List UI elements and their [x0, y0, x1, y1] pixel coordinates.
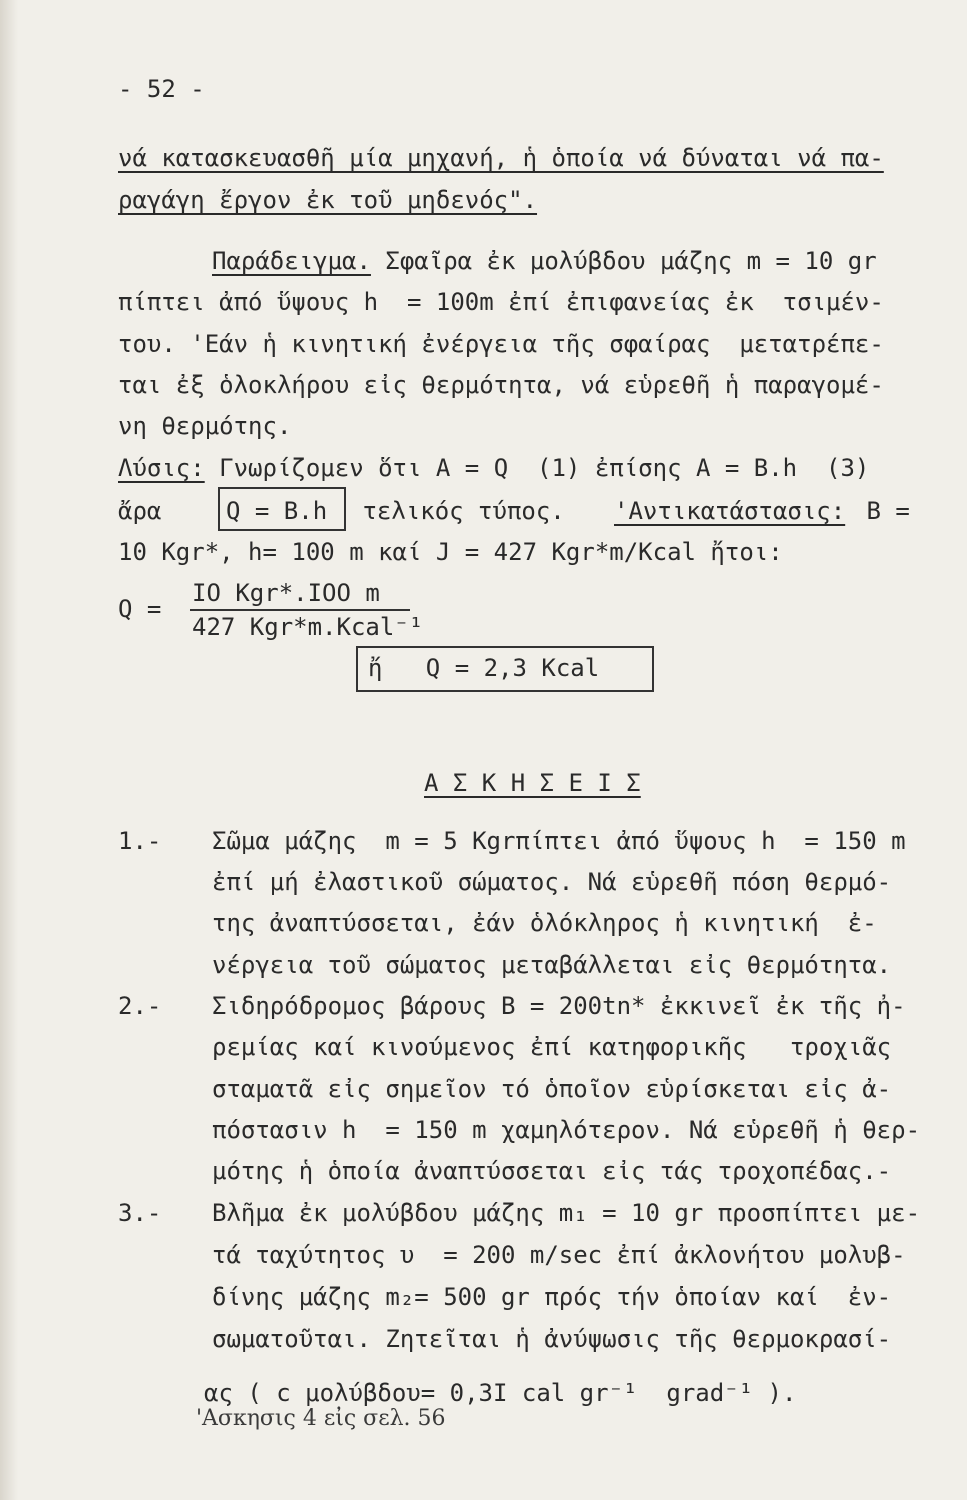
example-line-4: ται ἐξ ὁλοκλήρου εἰς θερμότητα, νά εὑρεθῆ ἡ παραγομέ- [118, 371, 884, 399]
q-equals: Q = [118, 595, 162, 623]
fraction-bar [190, 609, 410, 611]
intro-line-1: νά κατασκευασθῆ μία μηχανή, ἡ ὁποία νά δύναται νά πα- [118, 144, 884, 172]
example-line-5: νη θερμότης. [118, 412, 292, 440]
boxed-formula: Q = B.h [226, 497, 328, 525]
exercise-1-line-2: ἐπί μή ἐλαστικοῦ σώματος. Νά εὑρεθῆ πόση θερμό- [212, 868, 892, 896]
fraction-numerator: IO Kgr*.IOO m [192, 579, 380, 607]
example-line-1-text: Σφαῖρα ἐκ μολύβδου μάζης m = 10 gr [370, 247, 877, 275]
exercise-3-line-2: τά ταχύτητος υ = 200 m/sec ἐπί ἀκλονήτου μολυβ- [212, 1241, 906, 1269]
solution-label: Λύσις: [118, 454, 205, 482]
exercise-2-number: 2.- [118, 992, 162, 1020]
page-number: - 52 - [118, 75, 205, 103]
example-label: Παράδειγμα. [212, 247, 371, 275]
exercise-2-line-4: πόστασιν h = 150 m χαμηλότερον. Νά εὑρεθῆ ἡ θερ- [212, 1116, 921, 1144]
exercise-3-number: 3.- [118, 1199, 162, 1227]
example-line-1 [212, 246, 877, 276]
exercise-3-line-3: δίνης μάζης m₂= 500 gr πρός τήν ὁποίαν καί ἐν- [212, 1283, 892, 1311]
exercises-heading: Α Σ Κ Η Σ Ε Ι Σ [424, 769, 641, 797]
exercise-2-line-5: μότης ἡ ὁποία ἀναπτύσσεται εἰς τάς τροχοπέδας.- [212, 1157, 892, 1185]
exercise-3-line-1: Βλῆμα ἐκ μολύβδου μάζης m₁ = 10 gr προσπίπτει με- [212, 1199, 921, 1227]
solution-line-1 [118, 453, 869, 483]
exercise-1-line-3: της ἀναπτύσσεται, ἐάν ὁλόκληρος ἡ κινητική ἐ- [212, 909, 877, 937]
example-line-2: πίπτει ἀπό ὕψους h = 100m ἐπί ἐπιφανείας ἐκ τσιμέν- [118, 288, 884, 316]
substitution-rest: B = [852, 497, 910, 525]
exercise-2-line-3: σταματᾶ εἰς σημεῖον τό ὁποῖον εὑρίσκεται εἰς ἀ- [212, 1075, 892, 1103]
exercise-1-number: 1.- [118, 827, 162, 855]
solution-ara: ἄρα [118, 497, 162, 525]
exercise-2-line-1: Σιδηρόδρομος βάρους B = 200tn* ἐκκινεῖ ἐκ τῆς ἠ- [212, 992, 906, 1020]
solution-line-1-text: Γνωρίζομεν ὅτι A = Q (1) ἐπίσης A = B.h (3) [204, 454, 870, 482]
exercise-1-line-1: Σῶμα μάζης m = 5 Kgrπίπτει ἀπό ὕψους h = 150 m [212, 827, 906, 855]
final-formula-label: τελικός τύπος. [348, 497, 565, 525]
result-formula: ἤ Q = 2,3 Kcal [368, 654, 600, 682]
exercise-3-line-4: σωματοῦται. Ζητεῖται ἡ ἀνύψωσις τῆς θερμοκρασί- [212, 1325, 892, 1353]
fraction-denominator: 427 Kgr*m.Kcal⁻¹ [192, 613, 424, 641]
exercise-3-line-5: ας ( c μολύβδου= 0,3I cal gr⁻¹ grad⁻¹ ). [204, 1379, 797, 1407]
exercise-2-line-2: ρεμίας καί κινούμενος ἐπί κατηφορικῆς τροχιᾶς [212, 1033, 892, 1061]
solution-line-3: 10 Kgr*, h= 100 m καί J = 427 Kgr*m/Kcal ἤτοι: [118, 538, 783, 566]
substitution-label: 'Αντικατάστασις: [614, 497, 846, 525]
example-line-3: του. 'Εάν ἡ κινητική ἐνέργεια τῆς σφαίρας μετατρέπε- [118, 330, 884, 358]
exercise-1-line-4: νέργεια τοῦ σώματος μεταβάλλεται εἰς θερμότητα. [212, 951, 892, 979]
handwritten-note: 'Ασκησις 4 εἰς σελ. 56 [196, 1406, 446, 1431]
intro-line-2: ραγάγη ἔργον ἐκ τοῦ μηδενός". [118, 186, 538, 214]
